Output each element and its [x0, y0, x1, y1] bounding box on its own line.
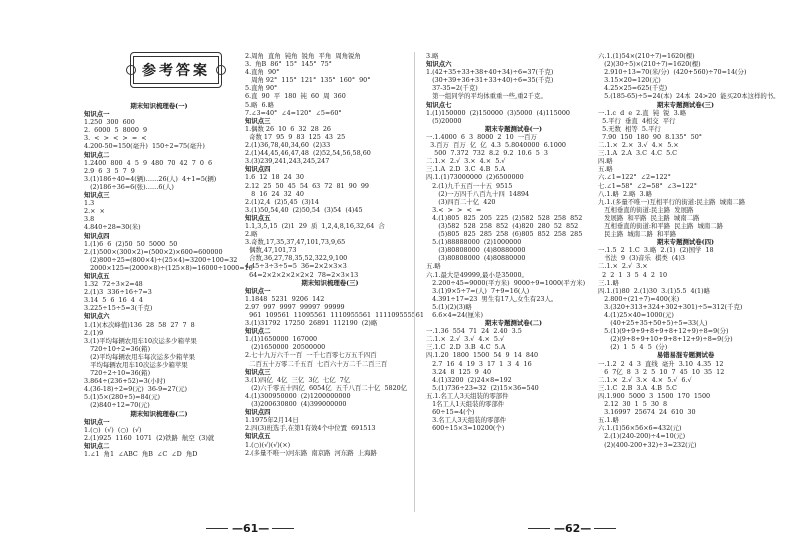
answer-line: 4.(1)3200 (2)24×8=192 [426, 375, 512, 384]
answer-line: 三.1.A 2.A 3.C 4.C 5.C [598, 149, 678, 158]
answer-line: 4.(1)805 825 205 225 (2)582 528 258 852 [426, 213, 583, 222]
answer-line: 3.225÷15÷5=3(千克) [84, 304, 153, 313]
answer-line: (2)(9+8+9+10+9+8+12+9)÷8=9(分) [598, 335, 733, 344]
answer-line: (2)(400-200+32)÷3=232(元) [598, 440, 697, 449]
answer-line: 2.七十九万六千一百 一千七百零七万五千四百 [245, 351, 377, 360]
answer-line: 2.9 6 3 5 7 9 [84, 166, 135, 175]
answer-line: 六.1.(1)54×(210÷7)=1620(棵) [598, 52, 695, 60]
answer-line: 3.(1)平均每辆农用车10次运多少箱苹果 [84, 336, 197, 345]
answer-line: 2.略 [245, 230, 258, 239]
answer-line: 1.(1)1650000 167000 [245, 335, 318, 344]
answer-line: 1.32 72÷3×2=48 [84, 280, 143, 289]
answer-line: 2. 6000 5 8000 9 [84, 126, 148, 135]
answer-line: 4.25×25=625(千克) [598, 84, 668, 93]
knowledge-point-heading: 知识点一 [245, 286, 271, 295]
answer-line: 互相垂直的街道:和平路 民主路 城南二路 [598, 221, 724, 230]
banner-knot-left [126, 65, 136, 75]
answer-line: 2 2 1 3 5 4 2 10 [598, 270, 668, 279]
answer-line: 2.(1)500×(300×2)=(500×2)×600=600000 [84, 247, 223, 256]
answer-line: (2)(30÷5)×(210÷7)=1620(棵) [598, 60, 701, 69]
answer-line: 一.1.2 2 4 3 直线 毫升 3.10 4.35 12 [598, 359, 724, 368]
page-divider [414, 52, 415, 512]
answer-line: (2)800÷25=(800×4)÷(25×4)=3200÷100=32 [84, 255, 238, 264]
page-number-rule [528, 528, 550, 529]
answer-line: 互相垂直的街道:民主路 发展路 [598, 205, 694, 214]
answer-line: 1.1975年2月14日 [245, 416, 299, 425]
answer-line: (3)582 528 258 852 (4)820 280 52 852 [426, 221, 579, 230]
answer-line: 7.∠3=40° ∠4=120° ∠5=60° [245, 108, 342, 117]
answer-line: 3.15×20=120(元) [598, 76, 661, 85]
answer-line: 2.(1)(240-200)÷4=10(元) [598, 432, 686, 441]
answer-line: 二.1.× 2.√ 3.× [598, 262, 648, 271]
answer-line: 六.∠1=122° ∠2=122° [598, 173, 671, 182]
answer-line: 1.(42+35+33+38+40+34)÷6=37(千克) [426, 68, 554, 77]
answer-line: 六.1.(1)56×56×6=432(元) [598, 424, 682, 433]
answer-line: 3.(1)四亿 4亿 三亿 3亿 七亿 7亿 [245, 375, 351, 384]
answer-line: 720÷10÷2=36(箱) [84, 344, 151, 353]
answer-line: 二.1.× 2.× 3.√ 4.× 5.× [598, 141, 679, 150]
answer-line: 3.24 8 125 9 40 [426, 367, 492, 376]
answer-line: 5.(1)(9+9+9+8+9+8+12+9)÷8=9(分) [598, 327, 729, 336]
answer-line: 1.(1)150000 (2)150000 (3)5000 (4)115000 [426, 108, 570, 117]
answer-line: 2.(1)九千五百一十五 9515 [426, 181, 513, 190]
answer-line: 3.奇数,17,35,37,47,101,73,9,65 [245, 238, 346, 247]
answer-line: (3)200630800 (4)399000000 [245, 400, 347, 409]
answer-line: 三.1.A 2.D 3.C 4.B 5.A [426, 165, 506, 174]
answer-line: 一.1.c d e 2.直 钝 锐 3.略 [598, 108, 687, 117]
knowledge-point-heading: 知识点四 [245, 408, 271, 417]
knowledge-point-heading: 知识点五 [245, 213, 271, 222]
answer-line: 720÷2÷10=36(箱) [84, 369, 151, 378]
answer-line: (30+39+36+31+33+40)÷6=35(千克) [426, 76, 554, 85]
answer-line: 4.(1)300950000 (2)1200000000 [245, 391, 351, 400]
answer-line: 六.1.最大是49999,最小是35000。 [426, 270, 528, 279]
answer-line: (2)一万四千八百九十四 14894 [426, 189, 530, 198]
knowledge-point-heading: 知识点三 [245, 367, 271, 376]
knowledge-point-heading: 知识点六 [84, 312, 110, 321]
answer-line: 七.∠1=58° ∠2=58° ∠3=122° [598, 181, 697, 190]
answer-column-3 [426, 52, 601, 432]
knowledge-point-heading: 知识点一 [84, 110, 110, 119]
answer-line: 奇数 17 95 9 83 125 43 25 [245, 132, 346, 141]
answer-line: 6.直 90 平 180 钝 60 周 360 [245, 92, 346, 101]
answer-line: 2.(1)3 336÷16÷7=3 [84, 288, 152, 297]
answer-line: 2.(1)36,78,40,34,60 (2)33 [245, 141, 331, 150]
section-title: 易错易混专题测试卷 [656, 351, 715, 360]
answer-key-title: 参考答案 [133, 56, 219, 84]
answer-line: (2)六千零五十四亿 6054亿 五千八百二十亿 5820亿 [245, 383, 408, 392]
answer-line: 二.1.× 2.√ 3.√ 4.× 5.√ [426, 335, 505, 344]
answer-line: 1.6 12 18 24 30 [245, 173, 304, 182]
answer-line: 600÷15×3=10200(个) [426, 424, 505, 433]
page-number-right: —62— [554, 522, 592, 535]
answer-line: 2.12 30 1 5 30 8 [598, 400, 668, 409]
answer-line: 8 16 24 32 40 [245, 189, 304, 198]
answer-line: 书法 9 (3)音乐 棋类 (4)3 [598, 254, 685, 263]
knowledge-point-heading: 知识点四 [245, 165, 271, 174]
answer-line: 2.800÷(21÷7)=400(米) [598, 294, 680, 303]
answer-line: 1.∠1 角1 ∠ABC 角B ∠C ∠D 角D [84, 450, 198, 459]
answer-line: 4.(36-18)÷2=9(元) 36-9=27(元) [84, 385, 188, 394]
answer-line: 5.(1)5×(280+5)=84(元) [84, 393, 161, 402]
answer-line: (2)平均每辆农用车每次运多少箱苹果 [84, 352, 196, 361]
knowledge-point-heading: 知识点七 [426, 100, 452, 109]
answer-line: 三.1.略 [598, 278, 619, 287]
answer-line: 第一组同学的平均体重重一些,重2千克。 [426, 92, 547, 101]
section-title: 期末知识梳理卷(三) [301, 278, 359, 287]
section-title: 期末专题测试卷(三) [656, 100, 715, 109]
answer-line: 2.周角 直角 钝角 锐角 平角 周角锐角 [245, 52, 361, 60]
answer-line: 1.(○) (√) (○) (√) [84, 425, 142, 434]
answer-line: 4.200-50=150(毫升) 150÷2=75(毫升) [84, 142, 205, 151]
answer-line: 三.1.C 2.B 3.A 4.B 5.C [598, 383, 677, 392]
answer-line: 二.1.× 2.√ 3.× 4.× 5.√ 6.√ [598, 375, 692, 384]
answer-line: 1.1,3,5,15 (2)1 29 质 1,2,4,8,16,32,64 合 [245, 221, 385, 230]
knowledge-point-heading: 知识点二 [84, 441, 110, 450]
answer-line: 7.90 150 180 90 8.135° 50° [598, 132, 702, 141]
answer-line: 2000×125=(2000×8)÷(125×8)=16000÷1000=16 [84, 263, 253, 272]
answer-line: 2.910÷13=70(米/分) (420+560)÷70=14(分) [598, 68, 747, 77]
answer-line: 2.(1)925 1160 1071 (2)铁路 航空 (3)就 [84, 433, 215, 442]
answer-line: 1.250 300 600 [84, 118, 135, 127]
answer-line: 60÷15=4(个) [426, 408, 475, 417]
section-title: 期末专题测试卷(四) [656, 238, 715, 247]
answer-line: 四.1.(1)73000000 (2)6500000 [426, 173, 524, 182]
answer-line: (5)805 825 285 258 (6)805 852 258 285 [426, 230, 583, 239]
answer-line: 偶数,47,101,73 [245, 246, 297, 255]
knowledge-point-heading: 知识点五 [245, 432, 271, 441]
answer-column-4 [598, 52, 780, 449]
answer-line: (2)840÷12=70(元) [84, 401, 150, 410]
answer-line: 发展路 和平路 民主路 城南二路 [598, 213, 700, 222]
answer-line: 3.百万 百万 亿 亿 4.3 5.8040000 6.1000 [426, 141, 566, 150]
answer-line: 3.(3)239,241,243,245,247 [245, 157, 330, 166]
answer-line: 37-35=2(千克) [426, 84, 478, 93]
answer-line: 合数,36,27,78,35,52,322,9,100 [245, 254, 348, 263]
answer-line: 4.(1)25×40=1000(元) [598, 311, 674, 319]
answer-line: 6 7亿 8 3 2 5 10 7 45 10 35 12 [598, 367, 725, 376]
knowledge-point-heading: 知识点三 [84, 191, 110, 200]
answer-line: 1.2400 800 4 5 9 480 70 42 7 0 6 [84, 158, 213, 167]
answer-line: 五.1.名工人3天组装的零部件 [426, 391, 509, 400]
page-number-rule [594, 528, 616, 529]
answer-line: 4.45÷3÷3÷5=5 36=2×2×3×3 [245, 262, 347, 271]
answer-line: 五.略 [598, 165, 613, 174]
knowledge-point-heading: 知识点六 [426, 60, 452, 69]
answer-line: 2.97 997 9997 99997 99999 [245, 302, 345, 311]
section-title: 期末专题测试卷(一) [484, 124, 543, 133]
answer-line: 2.(1)44,45,46,47,48 (2)52,54,56,58,60 [245, 149, 371, 158]
answer-line: 5.直角 90° [245, 84, 278, 93]
answer-line: 2.200÷45=9000(平方米) 9000÷9=1000(平方米) [426, 278, 586, 287]
answer-line: 2.四(3)班选手,在第1有效4个中位置 691513 [245, 424, 376, 433]
answer-line: 二百五十万零二千五百 七百六十万二千二百三百 [245, 359, 388, 368]
page-number-rule [272, 528, 294, 529]
answer-line: 500 7.372 732 8.2 9.2 10.6 5 3 [426, 149, 548, 158]
answer-line: 1.偶数 26 10 6 32 28 26 [245, 124, 331, 133]
answer-line: 九.1.(多量不唯一)互相平行的街道:民主路 城南二路 [598, 197, 746, 206]
answer-line: 一.1.36 554 71 24 2.40 3.5 [426, 327, 522, 336]
answer-line: 5.(1)(2)(3)略 [426, 302, 472, 311]
answer-line: 四.1.900 5000 3 1500 170 1500 [598, 391, 711, 400]
answer-line: 平均每辆农用车10次运多少箱苹果 [84, 361, 188, 369]
answer-line: 5.(1)736÷23=32 (2)15×36=540 [426, 383, 539, 392]
answer-line: 四.略 [598, 157, 613, 166]
answer-line: 3.8 [84, 215, 95, 224]
answer-line: 3.(1)50,54,40 (2)50,54 (3)54 (4)45 [245, 205, 363, 214]
answer-line: 3.略 [426, 52, 439, 60]
answer-line: 5.(1)88888000 (2)1000000 [426, 238, 522, 247]
answer-line: 6.6×4=24(厘米) [426, 311, 483, 319]
answer-line: (2)186÷36=6(张)……6(人) [84, 182, 174, 191]
answer-line: 四.1.(1)80 2.(1)30 3.(1)5.5 4(1)略 [598, 286, 710, 295]
answer-line: 4.直角 90° [245, 68, 280, 77]
answer-line: 2.12 25 50 45 54 63 72 81 90 99 [245, 181, 369, 190]
knowledge-point-heading: 知识点四 [84, 231, 110, 240]
answer-line: 3.(320+313+324+302+301)÷5=312(千克) [598, 302, 743, 311]
answer-line: 3.(1)31792 17250 26891 112190 (2)略 [245, 319, 378, 328]
answer-line: 3.(1)186÷40=4(辆)……26(人) 4+1=5(辆) [84, 174, 217, 183]
answer-line: 5.无数 相等 5.平行 [598, 124, 661, 133]
knowledge-point-heading: 知识点三 [245, 116, 271, 125]
answer-line: 三.1.C 2.D 3.B 4.C 5.A [426, 343, 506, 352]
answer-line: 二.1.× 2.√ 3.× 4.× 5.√ [426, 157, 506, 166]
answer-line: 2.(多量不唯一)河东路 南京路 河东路 上海路 [245, 448, 377, 457]
answer-line: 1.(1)(本次峰值)136 28 58 27 7 8 [84, 320, 195, 329]
answer-key-banner [130, 52, 222, 88]
answer-line: (2) 1 5 4 5 (分) [598, 343, 668, 352]
answer-line: 3. 角B 86° 15° 145° 75° [245, 60, 332, 69]
answer-line: 一.1.5 2 1.C 3.略 2.(1) (2)国学 18 [598, 246, 714, 255]
answer-line: 1.3 [84, 199, 95, 208]
section-title: 期末知识梳理卷(一) [130, 102, 188, 110]
answer-line: 3.< > > < = [426, 205, 482, 214]
answer-line: 64=2×2×2×2×2×2 78=2×3×13 [245, 270, 359, 279]
answer-line: 3.14 5 6 16 4 4 [84, 296, 143, 305]
answer-line: (2)1650000 20500000 [245, 343, 326, 352]
answer-line: 5.略 6.略 [245, 100, 275, 109]
answer-line: 2.(1)2,4 (2)5,45 (3)14 [245, 197, 319, 206]
answer-line: 4.391÷17=23 男生有17人,女生有23人。 [426, 294, 558, 303]
answer-line: 四.1.20 1800 1500 54 9 14 840 [426, 351, 539, 360]
answer-line: 5.平行 垂直 4相交 平行 [598, 116, 676, 125]
answer-line: 民主路 城南二路 和平路 [598, 230, 677, 239]
section-title: 期末专题测试卷(二) [484, 319, 543, 328]
answer-line: 4.840÷28=30(米) [84, 223, 141, 232]
answer-line: 五.略 [426, 262, 441, 271]
knowledge-point-heading: 知识点一 [84, 417, 110, 426]
answer-line: 2.× × [84, 207, 105, 216]
answer-line: (40+25+35+50+5)÷5=33(人) [598, 319, 708, 328]
answer-line: 五.1.略 [598, 416, 619, 425]
banner-knot-right [216, 65, 226, 75]
answer-line: 5.(185-65)÷5=24(本) 24本 24>20 能买20本这样的书。 [598, 92, 780, 101]
answer-line: 2.7 16 4 19 3 17 1 3 4 16 [426, 359, 532, 368]
answer-line: 八.1.略 2.略 3.略 [598, 189, 653, 198]
knowledge-point-heading: 知识点二 [245, 327, 271, 336]
answer-line: 1.1848 5231 9206 142 [245, 294, 325, 303]
knowledge-point-heading: 知识点五 [84, 271, 110, 280]
answer-line: 961 109561 11095561 1110955561 111109555561 [245, 311, 424, 319]
answer-line: 1名工人1天组装的零部件 [426, 400, 505, 409]
page-number-left: —61— [232, 522, 270, 535]
section-title: 期末知识梳理卷(二) [130, 409, 188, 418]
answer-line: 1.(○)(√)(√)(×) [245, 440, 291, 449]
answer-line: 3.16997 25674 24 610 30 [598, 408, 696, 417]
answer-line: 2.(1)9 [84, 328, 104, 337]
answer-line: 3. < > < > = < [84, 134, 147, 143]
answer-line: 一.1.4000 6 3 8000 2 10 一百万 [426, 132, 537, 141]
answer-line: (5)20000 [426, 116, 462, 125]
answer-line: (3)80808000 (4)80880000 [426, 254, 526, 263]
page-number-rule [206, 528, 228, 529]
answer-line: 3.名工人3天组装的零部件 [426, 416, 507, 425]
answer-line: (3)80808000 (4)80880000 [426, 246, 526, 255]
knowledge-point-heading: 知识点二 [84, 150, 110, 159]
answer-line: 3.864÷(236+52)=3(小时) [84, 377, 166, 386]
answer-line: 周角 92° 115° 121° 135° 160° 90° [245, 76, 371, 85]
answer-line: (3)四百二十亿 420 [426, 197, 496, 206]
answer-line: 1.(1)6 6 (2)50 50 5000 50 [84, 239, 178, 248]
answer-column-2 [245, 52, 424, 457]
answer-line: 3.(1)9×5÷7=(人) 7+9=16(人) [426, 286, 530, 295]
